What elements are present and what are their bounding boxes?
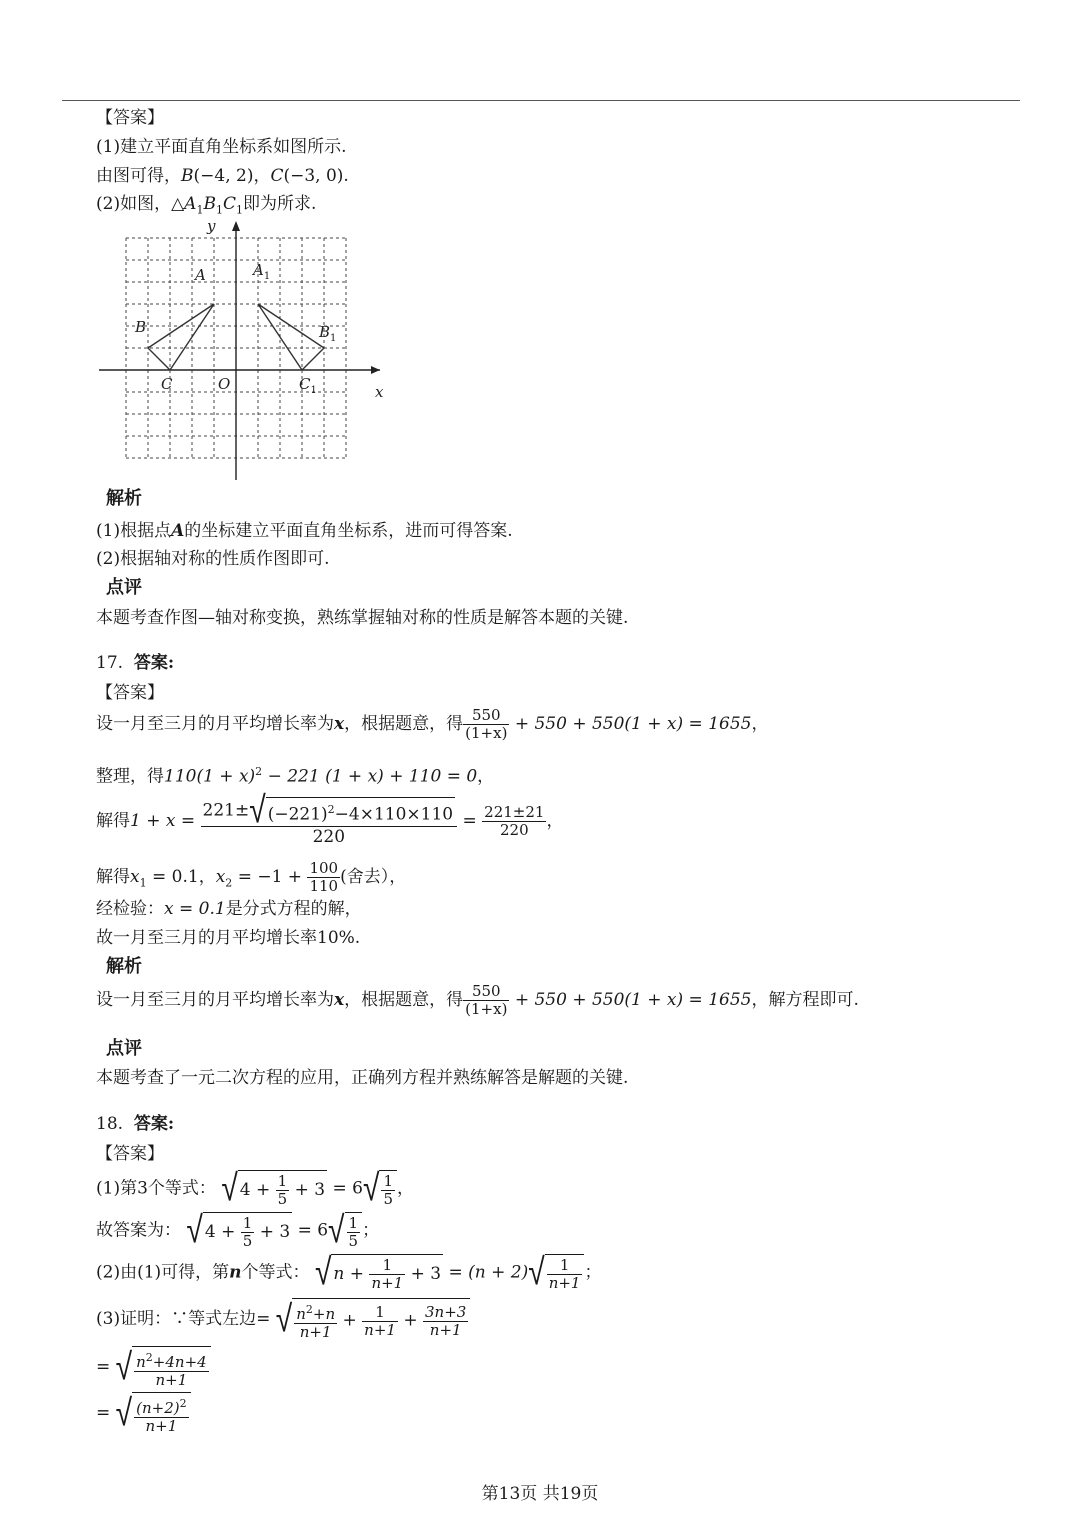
q17-line5: 经检验：x = 0.1是分式方程的解，: [96, 899, 362, 919]
q18-line4: (3)证明：∵等式左边= √ $\frac{n^2+n}{n+1}$ + $\frac{1}{n+1}$ + $\frac{3n+3}{n+1}$: [96, 1298, 470, 1341]
point-C1-label: $C_1$: [299, 375, 317, 396]
q18-line6: = √ $\frac{(n+2)^2}{n+1}$: [96, 1392, 191, 1435]
q18-line5: = √ $\frac{n^2+4n+4}{n+1}$: [96, 1346, 211, 1389]
q16-line2: 由图可得，B(−4, 2)，C(−3, 0).: [96, 166, 349, 186]
q17-line3: 解得1 + x = $\frac{221\pm√ (-221)^2-4\times 110\times 110}{220}$ = $\frac{221\pm 21}{220}$ ，: [96, 788, 564, 847]
q17-line2: 整理，得$110(1 + x)^2 - 221$ (1 + x) + 110 = 0，: [96, 765, 495, 787]
point-A-label: A: [195, 266, 206, 284]
q18-line1: (1)第3个等式： √ 4 + $\frac{1}{5}$ + 3 = 6√ $\frac{1}{5}$ ，: [96, 1166, 414, 1211]
q17-heading: 17. 答案:: [96, 653, 175, 673]
axes: [99, 225, 380, 480]
y-axis-label: y: [207, 217, 216, 235]
q17-comment-title: 点评: [106, 1038, 142, 1059]
q17-comment: 本题考查了一元二次方程的应用，正确列方程并熟练解答是解题的关键.: [96, 1068, 629, 1088]
q17-analysis-title: 解析: [106, 956, 142, 977]
q16-analysis-title: 解析: [106, 488, 142, 509]
page-footer: 第13页 共19页: [481, 1484, 599, 1504]
q17-line1: 设一月至三月的月平均增长率为x，根据题意，得 $\frac{550}{(1+x)}$ + 550 + 550(1 + x) = 1655，: [96, 706, 769, 742]
q16-line3: (2)如图，$\triangle A_1B_1C_1$即为所求.: [96, 194, 317, 217]
q16-comment-title: 点评: [106, 577, 142, 598]
q17-fraction: $\frac{550}{(1+x)}$: [465, 706, 508, 742]
header-rule: [62, 100, 1020, 101]
q17-line6: 故一月至三月的月平均增长率10%.: [96, 928, 361, 948]
q17-answer-tag: 【答案】: [96, 683, 164, 703]
point-A1-label: $A_1$: [253, 261, 271, 282]
point-C-label: C: [161, 375, 173, 393]
q18-heading: 18. 答案:: [96, 1114, 175, 1134]
triangle-A1B1C1: [258, 304, 324, 370]
q17-line4: 解得$x_1 = 0.1$，$x_2 = -1$ + $\frac{100}{110}$ (舍去），: [96, 859, 407, 895]
q16-line1: (1)建立平面直角坐标系如图所示.: [96, 137, 347, 157]
q17-analysis: 设一月至三月的月平均增长率为x，根据题意，得 $\frac{550}{(1+x)}$ + 550 + 550(1 + x) = 1655，解方程即可.: [96, 982, 859, 1018]
q16-answer-tag: 【答案】: [96, 108, 164, 128]
triangle-ABC: [148, 304, 214, 370]
x-axis-arrow-icon: [371, 366, 380, 374]
q18-line2: 故答案为： √ 4 + $\frac{1}{5}$ + 3 = 6√ $\frac{1}{5}$ ；: [96, 1208, 380, 1253]
y-axis-arrow-icon: [232, 221, 240, 231]
point-B-label: B: [135, 318, 147, 336]
point-B1-label: $B_1$: [319, 323, 337, 344]
x-axis-label: x: [375, 383, 384, 401]
q17-quadratic-fraction: $\frac{221\pm√ (-221)^2-4\times 110\times 110}{220}$: [201, 796, 458, 847]
q16-comment: 本题考查作图—轴对称变换，熟练掌握轴对称的性质是解答本题的关键.: [96, 608, 629, 628]
origin-label: O: [218, 375, 231, 393]
q18-answer-tag: 【答案】: [96, 1144, 164, 1164]
q16-analysis-2: (2)根据轴对称的性质作图即可.: [96, 549, 330, 569]
coordinate-figure: [95, 217, 395, 487]
q18-line3: (2)由(1)可得，第n个等式： √ n + $\frac{1}{n+1}$ + 3 = (n + 2)√ $\frac{1}{n+1}$ ；: [96, 1250, 602, 1295]
q16-analysis-1: (1)根据点A的坐标建立平面直角坐标系，进而可得答案.: [96, 521, 513, 541]
